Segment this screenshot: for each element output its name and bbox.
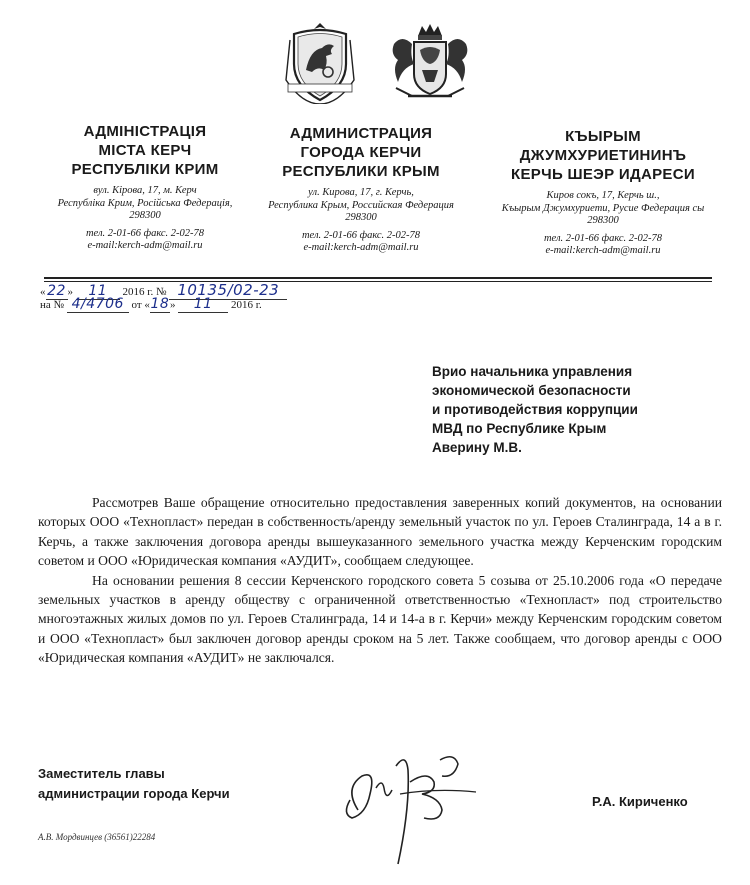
- phone-fax: тел. 2-01-66 факс. 2-02-78: [301, 229, 421, 241]
- reg-year: 2016 г.: [122, 286, 154, 298]
- address-line: Республика Крым, Российская Федерация: [268, 199, 454, 211]
- org-title-line: РЕСПУБЛИКИ КРЫМ: [282, 163, 440, 180]
- address-line: Къырым Джумхуриети, Русие Федерация сы: [501, 202, 705, 214]
- address-line: 298300: [129, 210, 161, 221]
- email: e-mail:kerch-adm@mail.ru: [545, 245, 661, 256]
- org-title-line: АДМИНИСТРАЦИЯ: [289, 125, 433, 142]
- email: e-mail:kerch-adm@mail.ru: [303, 242, 419, 253]
- addressee-line: МВД по Республике Крым: [432, 421, 607, 436]
- incoming-from: от «: [131, 299, 150, 311]
- outgoing-registration: « 22 » 11 2016 г. № 10135/02-23: [40, 281, 287, 300]
- address-line: вул. Кірова, 17, м. Керч: [93, 185, 197, 196]
- body-paragraph: На основании решения 8 сессии Керченского городского совета 5 созыва от 25.10.2006 года «О передаче земельных участков в аренду обществу с ограниченной ответственностью «Технопласт» под строительство многоэтажных жилых домов по ул. Героев Сталинграда, 14 и 14-а в г. Керчи» между Керченским городским советом и ООО «Технопласт» был заключен договор аренды сроком на 5 лет. Также сообщаем, что договор аренды с ООО «Юридическая компания «АУДИТ» не заключался.: [38, 572, 722, 666]
- incoming-registration: на № 4/4706 от «18» 11 2016 г.: [40, 296, 262, 312]
- org-title-line: МІСТА КЕРЧ: [98, 142, 192, 159]
- signatory-position: [38, 764, 298, 804]
- signatory-position-line: администрации города Керчи: [38, 786, 230, 801]
- header-crimean-tatar: [478, 127, 728, 258]
- address-line: Киров сокъ, 17, Керчь ш.,: [546, 190, 660, 201]
- addressee-line: и противодействия коррупции: [432, 402, 638, 417]
- email: e-mail:kerch-adm@mail.ru: [87, 240, 203, 251]
- header-ukrainian: [40, 122, 250, 253]
- org-title-line: ГОРОДА КЕРЧИ: [300, 144, 422, 161]
- org-title-line: ДЖУМХУРИЕТИНИНЪ: [519, 147, 687, 164]
- incoming-month: 11: [178, 296, 228, 313]
- org-title-line: РЕСПУБЛІКИ КРИМ: [71, 161, 219, 178]
- address-line: 298300: [345, 212, 377, 223]
- header-divider: [44, 277, 712, 279]
- addressee-line: Врио начальника управления: [432, 364, 633, 379]
- incoming-prefix: на №: [40, 299, 65, 311]
- reg-number: 10135/02-23: [169, 281, 287, 300]
- incoming-day: 18: [150, 296, 170, 312]
- executor-note: А.В. Мордвинцев (36561)22284: [38, 832, 156, 842]
- org-title-line: КЪЫРЫМ: [565, 128, 641, 145]
- signatory-position-line: Заместитель главы: [38, 766, 165, 781]
- crimea-coat-of-arms-icon: [282, 20, 358, 104]
- phone-fax: тел. 2-01-66 факс. 2-02-78: [543, 232, 663, 244]
- kerch-coat-of-arms-icon: [388, 22, 472, 104]
- phone-fax: тел. 2-01-66 факс. 2-02-78: [85, 227, 205, 239]
- incoming-number: 4/4706: [67, 296, 129, 313]
- addressee-block: [432, 362, 732, 457]
- reg-day: 22: [47, 283, 66, 299]
- address-line: ул. Кирова, 17, г. Керчь,: [308, 187, 414, 198]
- reg-month: 11: [76, 283, 120, 300]
- handwritten-signature: [336, 748, 486, 868]
- address-line: 298300: [587, 215, 619, 226]
- letter-body: [38, 493, 722, 668]
- reg-number-prefix: №: [156, 286, 167, 298]
- org-title-line: АДМІНІСТРАЦІЯ: [83, 123, 207, 140]
- org-title-line: КЕРЧЬ ШЕЭР ИДАРЕСИ: [511, 166, 695, 183]
- incoming-year: 2016 г.: [230, 299, 262, 311]
- signatory-name: Р.А. Кириченко: [592, 794, 688, 809]
- addressee-line: экономической безопасности: [432, 383, 631, 398]
- address-line: Республіка Крим, Російська Федерація,: [57, 197, 233, 209]
- addressee-line: Аверину М.В.: [432, 440, 522, 455]
- body-paragraph: Рассмотрев Ваше обращение относительно предоставления заверенных копий документов, на основании которых ООО «Технопласт» передан в собственность/аренду земельный участок по ул. Героев Сталинграда, 14 а в г. Керчь, а также заключения договора аренды вышеуказанного земельного участка между Керченским городским советом и ООО «Юридическая компания «АУДИТ», сообщаем следующее.: [38, 495, 722, 569]
- header-russian: [256, 124, 466, 255]
